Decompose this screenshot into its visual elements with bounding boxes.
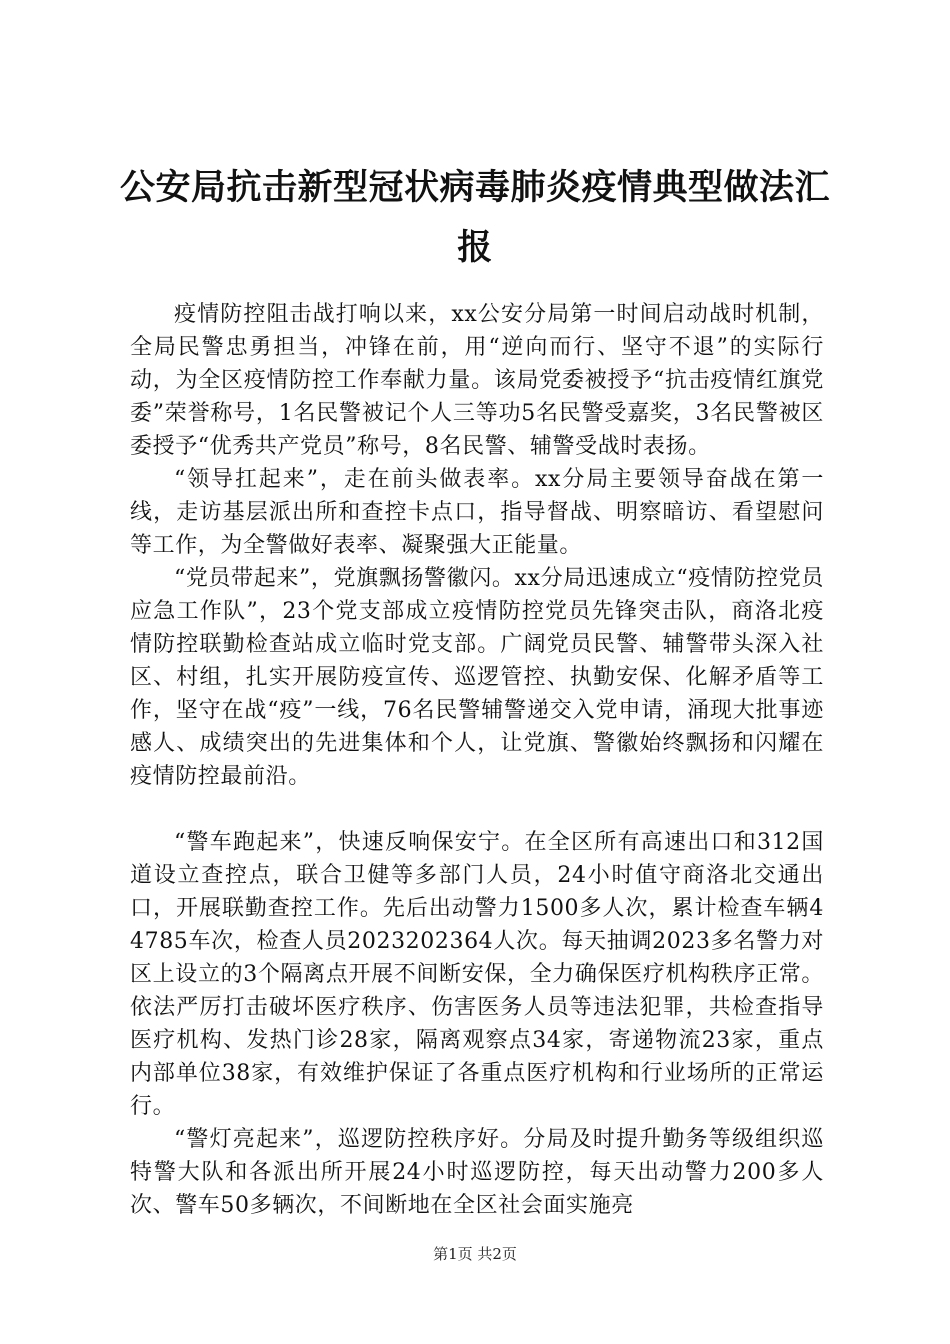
paragraph-party-members: “党员带起来”，党旗飘扬警徽闪。xx分局迅速成立“疫情防控党员应急工作队”，23个党支部成立疫情防控党员先锋突击队，商洛北疫情防控联勤检查站成立临时党支部。广阔党员民警、辅警带头深入社区、村组，扎实开展防疫宣传、巡逻管控、执勤安保、化解矛盾等工作，坚守在战“疫”一线，76名民警辅警递交入党申请，涌现大批事迹感人、成绩突出的先进集体和个人，让党旗、警徽始终飘扬和闪耀在疫情防控最前沿。 [130, 566, 824, 789]
page-number-footer: 第1页 共2页 [433, 1245, 517, 1263]
document-body [130, 298, 824, 1222]
paragraph-intro: 疫情防控阻击战打响以来，xx公安分局第一时间启动战时机制，全局民警忠勇担当，冲锋在前，用“逆向而行、坚守不退”的实际行动，为全区疫情防控工作奉献力量。该局党委被授予“抗击疫情红旗党委”荣誉称号，1名民警被记个人三等功5名民警受嘉奖，3名民警被区委授予“优秀共产党员”称号，8名民警、辅警受战时表扬。 [130, 302, 824, 459]
paragraph-police-cars: “警车跑起来”，快速反响保安宁。在全区所有高速出口和312国道设立查控点，联合卫健等多部门人员，24小时值守商洛北交通出口，开展联勤查控工作。先后出动警力1500多人次，累计检查车辆44785车次，检查人员2023202364人次。每天抽调2023多名警力对区上设立的3个隔离点开展不间断安保，全力确保医疗机构秩序正常。依法严厉打击破坏医疗秩序、伤害医务人员等违法犯罪，共检查指导医疗机构、发热门诊28家，隔离观察点34家，寄递物流23家，重点内部单位38家，有效维护保证了各重点医疗机构和行业场所的正常运行。 [130, 830, 824, 1119]
paragraph-leadership: “领导扛起来”，走在前头做表率。xx分局主要领导奋战在第一线，走访基层派出所和查控卡点口，指导督战、明察暗访、看望慰问等工作，为全警做好表率、凝聚强大正能量。 [130, 467, 824, 558]
paragraph-police-lights: “警灯亮起来”，巡逻防控秩序好。分局及时提升勤务等级组织巡特警大队和各派出所开展24小时巡逻防控，每天出动警力200多人次、警车50多辆次，不间断地在全区社会面实施亮 [130, 1127, 824, 1218]
document-title: 公安局抗击新型冠状病毒肺炎疫情典型做法汇报 [120, 168, 831, 268]
